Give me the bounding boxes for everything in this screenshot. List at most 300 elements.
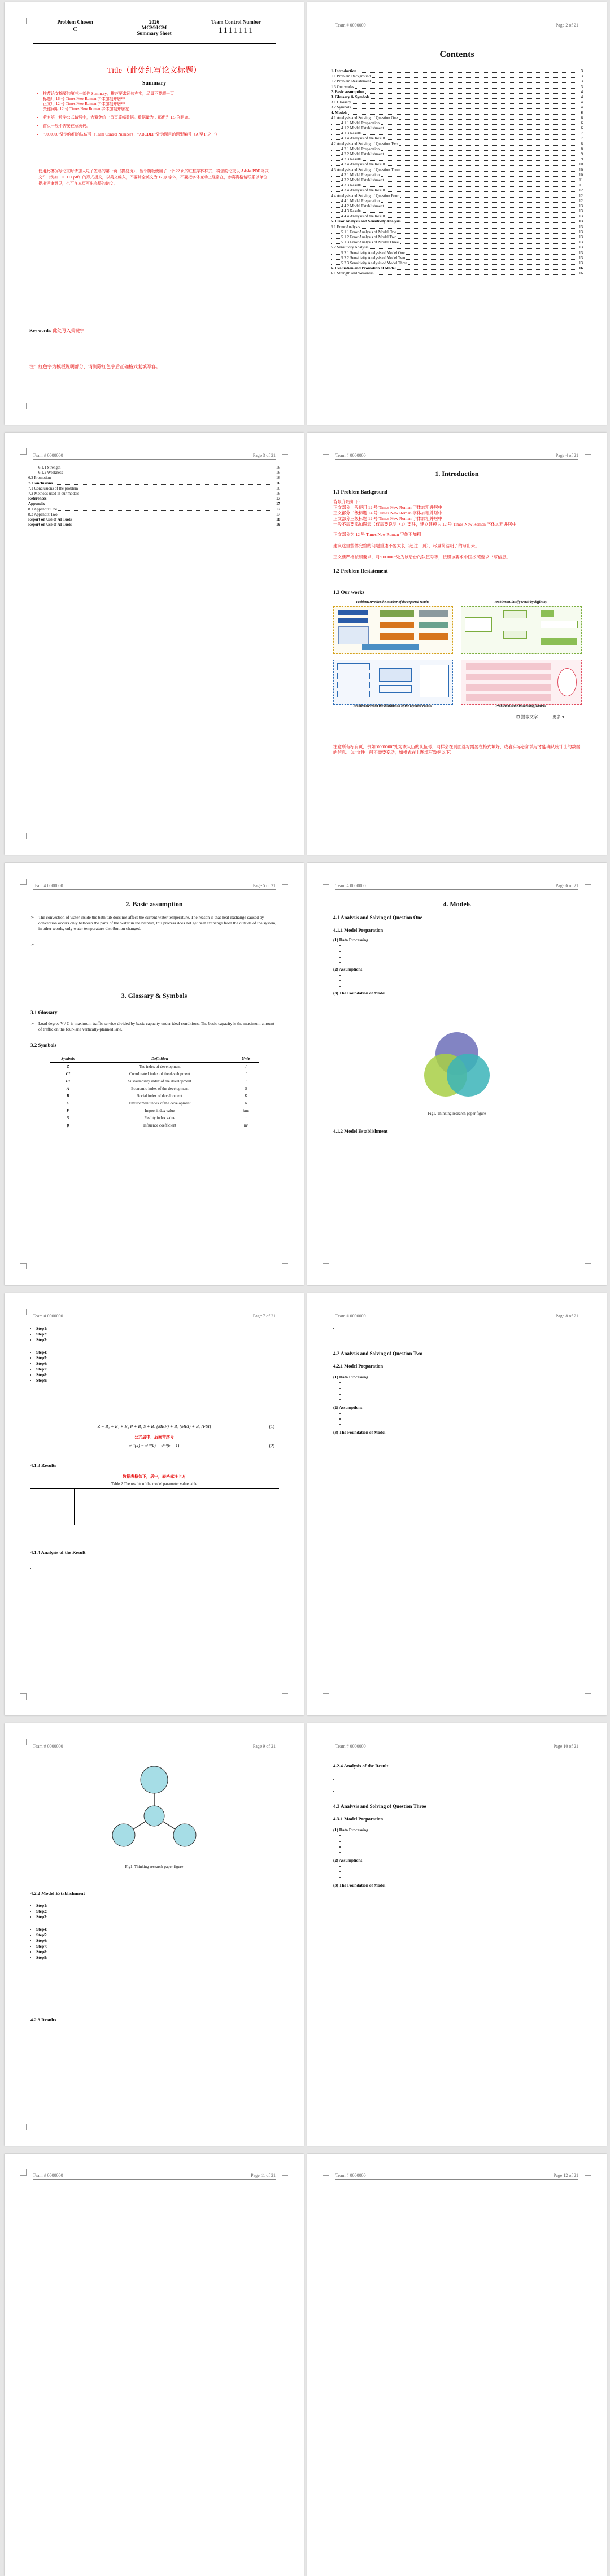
toc-entry-title: 4.2 Analysis and Solving of Question Two [331, 141, 398, 146]
toc-entry[interactable] [331, 100, 583, 105]
toc-entry[interactable] [331, 85, 583, 90]
paragraph-heading: (1) Data Processing [333, 1374, 368, 1379]
toc-entry-page: 9 [581, 157, 583, 162]
corner-mark [282, 879, 288, 885]
bullet-list [30, 1565, 36, 1571]
corner-mark [20, 448, 27, 455]
table-row [30, 1503, 279, 1525]
corner-mark [20, 879, 27, 885]
paragraph-heading: (3) The Foundation of Model [333, 1883, 386, 1888]
corner-mark [585, 403, 591, 409]
toc-entry[interactable] [331, 204, 583, 209]
table-cell: / [245, 1071, 247, 1076]
equation: Z = B₁ + B₂ + B₃ P + B₄ S + B₅ (MEF) + B₆ (MEI) + B₇ (FSI) [97, 1424, 211, 1429]
toc-entry-page: 16 [276, 470, 280, 475]
corner-mark [20, 1693, 27, 1700]
toc-entry[interactable] [28, 486, 280, 491]
toc-entry[interactable] [331, 147, 583, 152]
table-cell: Social index of development [137, 1093, 182, 1098]
table-row [50, 1121, 259, 1129]
toc-entry-page: 3 [581, 84, 583, 89]
toc-entry-page: 16 [276, 465, 280, 470]
subsubsection-title: 4.2.1 Model Preparation [333, 1363, 384, 1369]
toc-entry[interactable] [331, 230, 583, 235]
toc-entry-page: 13 [579, 229, 583, 234]
toc-entry-title: 4.3.3 Results [341, 183, 362, 188]
corner-mark [585, 1693, 591, 1700]
table-cell: K [245, 1093, 248, 1098]
page-contents [307, 2, 607, 425]
running-header: Team # 0000000 Page 5 of 21 [33, 883, 276, 890]
toc-entry-title: 5.2.1 Sensitivity Analysis of Model One [341, 250, 405, 255]
note-item: • "0000000"处为你们的队伍号（Team Control Number）；"ABCDEF"处为题目的题型编号（A 至 F 之一） [43, 132, 270, 137]
summary-paragraph: 使用此模板写论文时请加入电子签名的第一页（摘要页），当个模板使用了一个 22 页的红框字体样式，将您的论文以 Adobe PDF 格式文件（例如 1111111.pdf）的形式提交，以英文编入，不要带全英文为 12 点 字体，不要把字体变动上经常在，参赛资格请联系以单位提出评审意见，也可在本页写出完整的论文。 [38, 169, 269, 186]
toc-entry[interactable] [331, 131, 583, 136]
subsection-title: 1.1 Problem Background [333, 489, 387, 495]
corner-mark [585, 2124, 591, 2130]
toc-entry-title: 4.4.1 Model Preparation [341, 198, 380, 203]
flow-box [419, 610, 448, 617]
toc-entry-page: 13 [579, 203, 583, 208]
flow-box [337, 673, 370, 679]
arrow-bullet-icon: ➢ [30, 915, 34, 920]
section-title: 2. Basic assumption [125, 900, 183, 908]
toc-entry-page: 10 [579, 162, 583, 167]
toc-entry-page: 4 [581, 105, 583, 110]
table-cell: C [66, 1101, 69, 1106]
table-cell: β [50, 1121, 86, 1129]
team-label: Team Control Number [211, 19, 261, 25]
toc-entry-page: 16 [276, 481, 280, 486]
bullet-list [340, 1411, 346, 1427]
step-list: • Step4: • Step5: • Step6: • Step7: • Step8: • Step9: [30, 1927, 47, 1961]
venn-circle [447, 1054, 490, 1097]
problem-label: Problem Chosen [57, 19, 93, 25]
corner-mark [20, 403, 27, 409]
toc-entry-page: 17 [276, 512, 280, 517]
page-summary-sheet [5, 2, 304, 425]
background-notes: 背景介绍如下: 正文部分一般使用 12 号 Times New Roman 字体加粗并居中 正文部分二级标题 14 号 Times New Roman 字体加粗并居中 正文部分三级标题 12 号 Times New Roman 字体加粗并居中 一般不需要添加图表（仅需要说明（1）要注，建立建模为 12 号 Times New Roman 字体加粗并居中 [333, 499, 517, 527]
toc-entry[interactable] [28, 470, 280, 475]
sheet-label: Summary Sheet [137, 30, 172, 36]
toc-entry[interactable] [331, 116, 583, 121]
toc-entry-page: 8 [581, 146, 583, 151]
bullet-list [340, 1833, 346, 1855]
flow-box [338, 618, 368, 623]
paragraph-heading: (2) Assumptions [333, 1405, 363, 1410]
toc-entry-page: 16 [579, 271, 583, 276]
toc-entry-page: 13 [579, 209, 583, 214]
figure-caption: Fig1. Thinking research paper figure [428, 1111, 486, 1116]
corner-mark [323, 1309, 329, 1315]
toc-entry-page: 13 [579, 219, 583, 224]
toc-entry[interactable] [331, 240, 583, 245]
running-header: Team # 0000000 Page 8 of 21 [336, 1313, 578, 1320]
table-caption: Table 2 The results of the model parameter value table [111, 1482, 198, 1486]
background-note: 正文要严格按照要求，对"000000"处为该后台的队伍号等，按照该要求中国按照要求书写信息。 [333, 555, 511, 560]
toc-entry-title: 4.1.3 Results [341, 131, 362, 136]
toc-entry[interactable] [331, 152, 583, 157]
summary-header [33, 17, 276, 44]
corner-mark [282, 448, 288, 455]
subsubsection-title: 4.1.1 Model Preparation [333, 927, 384, 933]
toc-continued [28, 465, 280, 527]
table-cell: km/ [243, 1108, 249, 1113]
problem2-panel [461, 606, 582, 654]
toc-entry[interactable] [331, 199, 583, 204]
table-cell: The index of development [138, 1064, 181, 1069]
corner-mark [282, 18, 288, 24]
page-question-three [307, 1723, 607, 2146]
tree-node [173, 1824, 196, 1846]
page-next-right [307, 2154, 607, 2576]
toc-entry[interactable] [331, 69, 583, 74]
toc-entry-title: 7. Conclusions [28, 481, 53, 486]
corner-mark [20, 2169, 27, 2176]
toc-entry-page: 11 [579, 177, 583, 182]
contest: MCM/ICM [141, 25, 167, 30]
toc-entry-title: 5.2.2 Sensitivity Analysis of Model Two [341, 255, 406, 260]
equation-note: 公式居中，后面带序号 [134, 1435, 174, 1439]
toc-entry[interactable] [28, 481, 280, 486]
team-block [202, 19, 270, 36]
paper-title: Title（此处红写论文标题） [107, 67, 201, 75]
table-cell: m [244, 1115, 248, 1120]
toc-entry[interactable] [331, 142, 583, 147]
flow-box [338, 610, 368, 615]
toc-entry[interactable] [331, 245, 583, 250]
toc-entry[interactable] [331, 95, 583, 100]
bullet-list [340, 1863, 346, 1880]
corner-mark [323, 2124, 329, 2130]
toc-entry-page: 16 [276, 491, 280, 496]
flow-box [379, 685, 412, 693]
bullet-list [340, 1380, 346, 1403]
toc-entry[interactable] [331, 271, 583, 276]
toc-entry-title: 1.3 Our works [331, 84, 354, 89]
toc-entry-title: 4.3 Analysis and Solving of Question Three [331, 167, 400, 172]
corner-mark [20, 18, 27, 24]
toc-entry-title: 4.1.2 Model Establishment [341, 126, 384, 131]
section-title: 4. Models [443, 900, 471, 908]
subsection-title: 3.2 Symbols [30, 1042, 57, 1048]
table-cell: Z [67, 1064, 69, 1069]
year: 2026 [149, 19, 159, 25]
corner-mark [282, 2169, 288, 2176]
toc-entry[interactable] [331, 194, 583, 199]
toc-entry-title: 6.1.1 Strength [38, 465, 61, 470]
corner-mark [585, 2169, 591, 2176]
toc-entry[interactable] [331, 168, 583, 173]
toc-entry[interactable] [331, 136, 583, 141]
toc-entry-title: 5.1.3 Error Analysis of Model Three [341, 240, 399, 245]
table-row [50, 1085, 259, 1092]
toc-entry-title: 4.1 Analysis and Solving of Question One [331, 115, 398, 120]
flow-box [503, 631, 527, 639]
flow-box [419, 622, 448, 628]
toc-entry-title: 1.2 Problem Restatement [331, 79, 371, 84]
figure-caption: Problem1:Predict the number of the reported results [356, 601, 429, 604]
toc-entry-page: 4 [581, 89, 583, 94]
toc-entry-page: 17 [276, 501, 280, 507]
workflow-figure [333, 601, 582, 711]
corner-mark [323, 1739, 329, 1745]
bullet-list [333, 1326, 339, 1331]
corner-mark [282, 403, 288, 409]
toc-entry[interactable] [28, 517, 280, 522]
contents-title: Contents [439, 50, 474, 59]
corner-mark [282, 1693, 288, 1700]
toc-entry[interactable] [331, 183, 583, 188]
corner-mark [585, 18, 591, 24]
toc-entry-title: 5.1 Error Analysis [331, 224, 360, 229]
toc-entry-page: 13 [579, 235, 583, 239]
template-footnote: 注：红色字为模板说明部分，请删除红色字后正确格式复填写容。 [29, 364, 160, 369]
toc-entry[interactable] [331, 90, 583, 95]
toc-entry-page: 6 [581, 110, 583, 115]
toc-entry-title: 7.2 Methods used in our models [28, 491, 79, 496]
subsubsection-title: 4.2.3 Results [30, 2017, 56, 2023]
toc-entry-title: 5.2.3 Sensitivity Analysis of Model Three [341, 260, 408, 265]
corner-mark [323, 1693, 329, 1700]
note-item: • 首页一般不需要在意页码。 [43, 124, 270, 129]
page-model-results [5, 1293, 304, 1715]
toc-entry-title: 4.4.4 Analysis of the Result [341, 214, 385, 219]
column-header: Units [233, 1055, 259, 1063]
figure-caption: Problem2:Classify words by difficulty [494, 601, 547, 604]
toc-entry-title: 5.1.2 Error Analysis of Model Two [341, 235, 396, 239]
toc-entry[interactable] [331, 162, 583, 167]
summary-heading: Summary [142, 80, 167, 86]
problem3-panel [333, 660, 453, 705]
team-number: 1111111 [218, 26, 254, 35]
toc-entry[interactable] [28, 496, 280, 501]
toc-entry[interactable] [28, 475, 280, 481]
corner-mark [282, 1263, 288, 1269]
toc-entry-title: 8.2 Appendix Two [28, 512, 58, 517]
toc-entry-page: 16 [579, 266, 583, 271]
toc-entry-page: 17 [276, 507, 280, 512]
toc-entry-title: 6.2 Promotion [28, 475, 51, 481]
toc [331, 69, 583, 277]
toc-entry-page: 13 [579, 255, 583, 260]
corner-mark [585, 448, 591, 455]
running-header: Team # 0000000 Page 4 of 21 [336, 453, 578, 460]
corner-mark [323, 879, 329, 885]
toc-entry[interactable] [331, 261, 583, 266]
flow-box [419, 633, 448, 640]
toc-entry[interactable] [331, 225, 583, 230]
table-note: 数据表格如下，居中，表格标注上方 [123, 1474, 186, 1479]
toc-entry[interactable] [28, 501, 280, 507]
toc-entry[interactable] [331, 209, 583, 214]
extract-text-button[interactable]: ⊞ 提取文字 [516, 714, 538, 719]
running-header: Team # 0000000 Page 11 of 21 [33, 2173, 276, 2180]
page-question-two [307, 1293, 607, 1715]
toc-entry[interactable] [331, 251, 583, 256]
toc-entry[interactable] [331, 79, 583, 84]
corner-mark [585, 1309, 591, 1315]
subsubsection-title: 4.2.2 Model Establishment [30, 1890, 85, 1896]
toc-entry-title: Report on Use of AI Tools [28, 522, 72, 527]
toc-entry[interactable] [331, 178, 583, 183]
toc-entry-page: 7 [581, 136, 583, 141]
paragraph-heading: (3) The Foundation of Model [333, 990, 386, 996]
more-button[interactable]: 更多 ▾ [552, 714, 564, 719]
toc-entry-title: 4.2.4 Analysis of the Result [341, 162, 385, 167]
subsubsection-title: 4.1.4 Analysis of the Result [30, 1549, 86, 1555]
table-cell: Sustainability index of the development [128, 1079, 191, 1084]
flow-box [541, 610, 554, 617]
toc-entry-page: 12 [579, 188, 583, 193]
toc-entry-title: 4.1.1 Model Preparation [341, 120, 380, 125]
corner-mark [585, 1739, 591, 1745]
toc-entry[interactable] [28, 507, 280, 512]
toc-entry[interactable] [331, 173, 583, 178]
corner-mark [20, 833, 27, 839]
toc-entry-title: 5.1.1 Error Analysis of Model One [341, 229, 396, 234]
toc-entry-page: 12 [579, 198, 583, 203]
corner-mark [282, 1309, 288, 1315]
subsection-title: 4.2 Analysis and Solving of Question Two [333, 1351, 422, 1356]
toc-entry[interactable] [331, 219, 583, 224]
toc-entry-page: 6 [581, 115, 583, 120]
table-cell: $ [245, 1086, 247, 1091]
flow-box [379, 668, 412, 682]
assumption-item: ➢ The convection of water inside the bath tub does not affect the current water temperature. The reason is that heat exchange caused by convection occurs only between the parts of the water in the bathtub, this process does not get heat exchange from the outside of the system, in other words, only water temperature distribution changed. [30, 915, 277, 931]
paragraph-heading: (1) Data Processing [333, 1827, 368, 1832]
toc-entry[interactable] [331, 256, 583, 261]
table-cell: Reality index value [144, 1115, 176, 1120]
corner-mark [585, 833, 591, 839]
toc-entry[interactable] [28, 465, 280, 470]
running-header: Team # 0000000 Page 7 of 21 [33, 1313, 276, 1320]
toc-entry-title: 5.2 Sensitivity Analysis [331, 245, 369, 250]
arrow-bullet-icon: ➢ [30, 942, 34, 947]
section-title: 1. Introduction [435, 470, 479, 478]
figure-note: 注意所有标有页，例如"0000000"处为该队伍的队伍号，同样会在页面选写需要在格式填好，或者实际必须填写才能确认统计出的数据的信息。（此文件一般不需要变动，如格式在上图填写数据以下） [333, 744, 581, 755]
toc-entry[interactable] [331, 235, 583, 240]
table-row [30, 1489, 279, 1503]
toc-entry[interactable] [331, 266, 583, 271]
column-header: Symbols [50, 1055, 86, 1063]
toc-entry-title: 3.1 Glossary [331, 100, 351, 105]
template-notes [36, 91, 270, 141]
glossary-item: ➢ Load degree V / C is maximum traffic service divided by basic capacity under ideal conditions. The basic capacity is the maximum amount of traffic on the four-lane vertically-planned lane. [30, 1021, 274, 1032]
section-title: 3. Glossary & Symbols [121, 992, 188, 999]
corner-mark [20, 2124, 27, 2130]
corner-mark [20, 1263, 27, 1269]
toc-entry-title: 1. Introduction [331, 69, 356, 73]
toc-entry[interactable] [331, 121, 583, 126]
toc-entry[interactable] [331, 105, 583, 110]
corner-mark [585, 1263, 591, 1269]
toc-entry[interactable] [331, 157, 583, 162]
bullet-list [340, 972, 346, 989]
paragraph-heading: (3) The Foundation of Model [333, 1430, 386, 1435]
table-row [50, 1099, 259, 1107]
toc-entry-title: Appendix [28, 501, 45, 507]
flow-box [337, 691, 370, 697]
subsection-title: 1.3 Our works [333, 590, 365, 595]
subsubsection-title: 4.1.2 Model Establishment [333, 1128, 388, 1134]
toc-entry[interactable] [331, 74, 583, 79]
flow-box [380, 622, 414, 628]
toc-entry[interactable] [331, 188, 583, 193]
problem4-panel [461, 660, 582, 705]
table-cell: A [66, 1086, 69, 1091]
toc-entry[interactable] [331, 126, 583, 131]
results-table [30, 1488, 279, 1525]
table-cell: K [245, 1101, 248, 1106]
flow-box [420, 665, 449, 697]
toc-entry-title: 4.1.4 Analysis of the Result [341, 136, 385, 141]
toc-entry-title: 3. Glossary & Symbols [331, 94, 370, 99]
paragraph-heading: (2) Assumptions [333, 1858, 363, 1863]
toc-entry-page: 13 [579, 214, 583, 219]
toc-entry[interactable] [28, 491, 280, 496]
flow-box [557, 668, 577, 696]
toc-entry-page: 12 [579, 193, 583, 198]
equation-number: (1) [269, 1424, 274, 1429]
toc-entry-page: 16 [276, 486, 280, 491]
step-list: • Step1: • Step2: • Step3: [30, 1903, 47, 1920]
corner-mark [282, 1739, 288, 1745]
toc-entry[interactable] [28, 522, 280, 527]
toc-entry-page: 13 [579, 260, 583, 265]
table-row [50, 1107, 259, 1114]
corner-mark [323, 448, 329, 455]
venn-diagram [417, 1030, 496, 1103]
flow-box [337, 663, 370, 670]
flow-box [466, 663, 551, 670]
toc-entry-page: 3 [581, 74, 583, 79]
page-next-left [5, 2154, 304, 2576]
flow-box [541, 621, 578, 628]
toc-entry-page: 10 [579, 167, 583, 172]
table-row [50, 1077, 259, 1085]
toc-entry-title: 8.1 Appendix One [28, 507, 58, 512]
page-figure [5, 1723, 304, 2146]
step-list: • Step1: • Step2: • Step3: [30, 1326, 47, 1343]
corner-mark [323, 403, 329, 409]
equation-number: (2) [269, 1443, 274, 1448]
corner-mark [323, 833, 329, 839]
corner-mark [282, 2124, 288, 2130]
toc-entry-title: 4.2.3 Results [341, 157, 362, 162]
toc-entry-title: 4.3.2 Model Establishment [341, 177, 384, 182]
toc-entry[interactable] [331, 111, 583, 116]
toc-entry[interactable] [331, 214, 583, 219]
subsection-title: 4.1 Analysis and Solving of Question One [333, 915, 422, 920]
toc-entry-title: Report on Use of AI Tools [28, 517, 72, 522]
flow-box [362, 644, 419, 650]
table-row [50, 1114, 259, 1121]
background-note: 建议这里整体完整的问题重述不要太长（超过一页），尽量简洁明了的写出来。 [333, 543, 480, 548]
toc-entry-title: 7.1 Conclusions of the problem [28, 486, 79, 491]
toc-entry[interactable] [28, 512, 280, 517]
table-cell: / [245, 1064, 247, 1069]
table-cell: / [245, 1079, 247, 1084]
table-header-row [50, 1055, 259, 1063]
subsection-title: 4.3 Analysis and Solving of Question Three [333, 1804, 426, 1809]
toc-entry-title: 4.4.3 Results [341, 209, 362, 214]
keywords-line [29, 328, 84, 334]
problem-letter: C [73, 26, 77, 33]
flow-box [466, 674, 551, 680]
page-contents-2 [5, 433, 304, 855]
toc-entry-title: 2. Basic assumption [331, 89, 364, 94]
